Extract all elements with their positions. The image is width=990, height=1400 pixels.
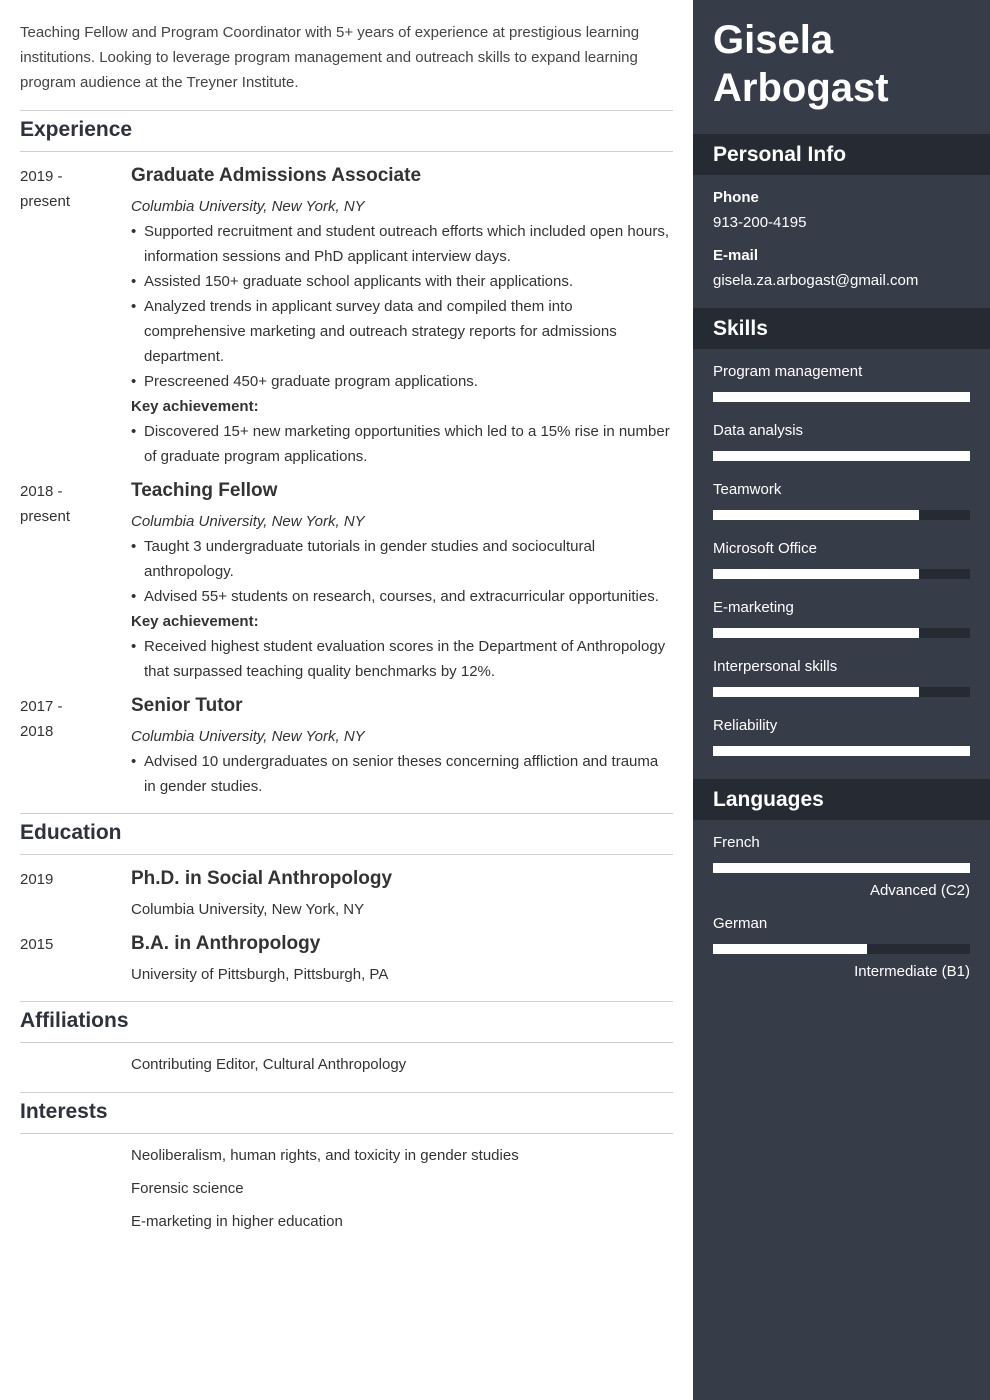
education-year: 2015	[20, 936, 54, 953]
skill-level-bar	[713, 687, 970, 697]
language-level-fill	[713, 944, 867, 954]
skill-level-bar	[713, 746, 970, 756]
skill-level-fill	[713, 510, 919, 520]
bullet: • Analyzed trends in applicant survey data and compiled them into comprehensive marketing and outreach strategy reports for admissions department.	[131, 294, 673, 369]
bullet: • Prescreened 450+ graduate program applications.	[131, 369, 673, 394]
job-title: Graduate Admissions Associate	[131, 165, 422, 186]
key-achievement-label: Key achievement:	[131, 613, 259, 630]
skill-level-fill	[713, 451, 970, 461]
job-org: Columbia University, New York, NY	[131, 728, 365, 745]
affiliation-item: Contributing Editor, Cultural Anthropology	[131, 1056, 407, 1073]
degree: B.A. in Anthropology	[131, 933, 321, 954]
skills-heading	[693, 308, 990, 349]
job-title: Teaching Fellow	[131, 480, 278, 501]
email-value: gisela.za.arbogast@gmail.com	[713, 272, 919, 289]
degree: Ph.D. in Social Anthropology	[131, 868, 393, 889]
email-label: E-mail	[713, 247, 759, 264]
bullet: • Taught 3 undergraduate tutorials in gender studies and sociocultural anthropology.	[131, 534, 673, 584]
interest-item: E-marketing in higher education	[131, 1213, 343, 1230]
language-level-bar	[713, 863, 970, 873]
skill-level-fill	[713, 392, 970, 402]
date-to: present	[20, 508, 71, 525]
phone-value: 913-200-4195	[713, 214, 807, 231]
language-name: German	[713, 915, 768, 932]
bullet: • Received highest student evaluation scores in the Department of Anthropology that surpassed teaching quality benchmarks by 12%.	[131, 634, 673, 684]
skill-name: Data analysis	[713, 422, 804, 439]
skill-level-bar	[713, 569, 970, 579]
key-bullets	[131, 419, 673, 469]
education-year: 2019	[20, 871, 54, 888]
school: Columbia University, New York, NY	[131, 901, 365, 918]
job-bullets	[131, 534, 673, 609]
personal-info-heading	[693, 134, 990, 175]
skill-level-fill	[713, 746, 970, 756]
job-title: Senior Tutor	[131, 695, 243, 716]
phone-label: Phone	[713, 189, 759, 206]
interests-heading	[20, 1092, 673, 1134]
education-heading	[20, 813, 673, 855]
date-from: 2018 -	[20, 483, 63, 500]
date-to: present	[20, 193, 71, 210]
date-from: 2017 -	[20, 698, 63, 715]
interest-item: Forensic science	[131, 1180, 244, 1197]
last-name: Arbogast	[713, 66, 889, 110]
resume-sidebar	[693, 0, 990, 1400]
job-bullets	[131, 749, 673, 799]
skill-name: Teamwork	[713, 481, 782, 498]
skill-name: Reliability	[713, 717, 778, 734]
job-org: Columbia University, New York, NY	[131, 513, 365, 530]
language-level-bar	[713, 944, 970, 954]
candidate-name	[713, 16, 973, 112]
job-org: Columbia University, New York, NY	[131, 198, 365, 215]
bullet: • Advised 55+ students on research, courses, and extracurricular opportunities.	[131, 584, 673, 609]
skill-name: Microsoft Office	[713, 540, 817, 557]
language-level-label: Intermediate (B1)	[854, 963, 970, 980]
language-level-label: Advanced (C2)	[869, 882, 970, 899]
skill-name: Interpersonal skills	[713, 658, 838, 675]
education-title: Education	[20, 821, 122, 844]
skill-level-fill	[713, 628, 919, 638]
date-from: 2019 -	[20, 168, 63, 185]
entry-date	[20, 694, 120, 744]
skill-level-bar	[713, 451, 970, 461]
languages-heading	[693, 779, 990, 820]
key-bullets	[131, 634, 673, 684]
skill-name: E-marketing	[713, 599, 794, 616]
skill-level-fill	[713, 569, 919, 579]
entry-date	[20, 164, 120, 214]
bullet: • Advised 10 undergraduates on senior theses concerning affliction and trauma in gender studies.	[131, 749, 673, 799]
skill-level-bar	[713, 628, 970, 638]
interest-item: Neoliberalism, human rights, and toxicity in gender studies	[131, 1147, 519, 1164]
key-achievement-label: Key achievement:	[131, 398, 259, 415]
experience-title: Experience	[20, 118, 133, 141]
skill-level-bar	[713, 510, 970, 520]
personal-info-title: Personal Info	[713, 143, 847, 166]
skill-level-fill	[713, 687, 919, 697]
language-level-fill	[713, 863, 970, 873]
affiliations-heading	[20, 1001, 673, 1043]
affiliations-title: Affiliations	[20, 1009, 129, 1032]
language-name: French	[713, 834, 760, 851]
summary: Teaching Fellow and Program Coordinator with 5+ years of experience at prestigious learning institutions. Looking to leverage program management and outreach skills to expand learning program audience at the Treyner Institute.	[20, 24, 640, 91]
date-to: 2018	[20, 723, 54, 740]
job-bullets	[131, 219, 673, 394]
school: University of Pittsburgh, Pittsburgh, PA	[131, 966, 389, 983]
interests-title: Interests	[20, 1100, 108, 1123]
languages-title: Languages	[713, 788, 824, 811]
bullet: • Discovered 15+ new marketing opportunities which led to a 15% rise in number of graduate program applications.	[131, 419, 673, 469]
skill-level-bar	[713, 392, 970, 402]
bullet: • Assisted 150+ graduate school applicants with their applications.	[131, 269, 673, 294]
skills-title: Skills	[713, 317, 768, 340]
experience-heading	[20, 110, 673, 152]
bullet: • Supported recruitment and student outreach efforts which included open hours, information sessions and PhD applicant interview days.	[131, 219, 673, 269]
entry-date	[20, 479, 120, 529]
first-name: Gisela	[713, 18, 834, 62]
skill-name: Program management	[713, 363, 863, 380]
